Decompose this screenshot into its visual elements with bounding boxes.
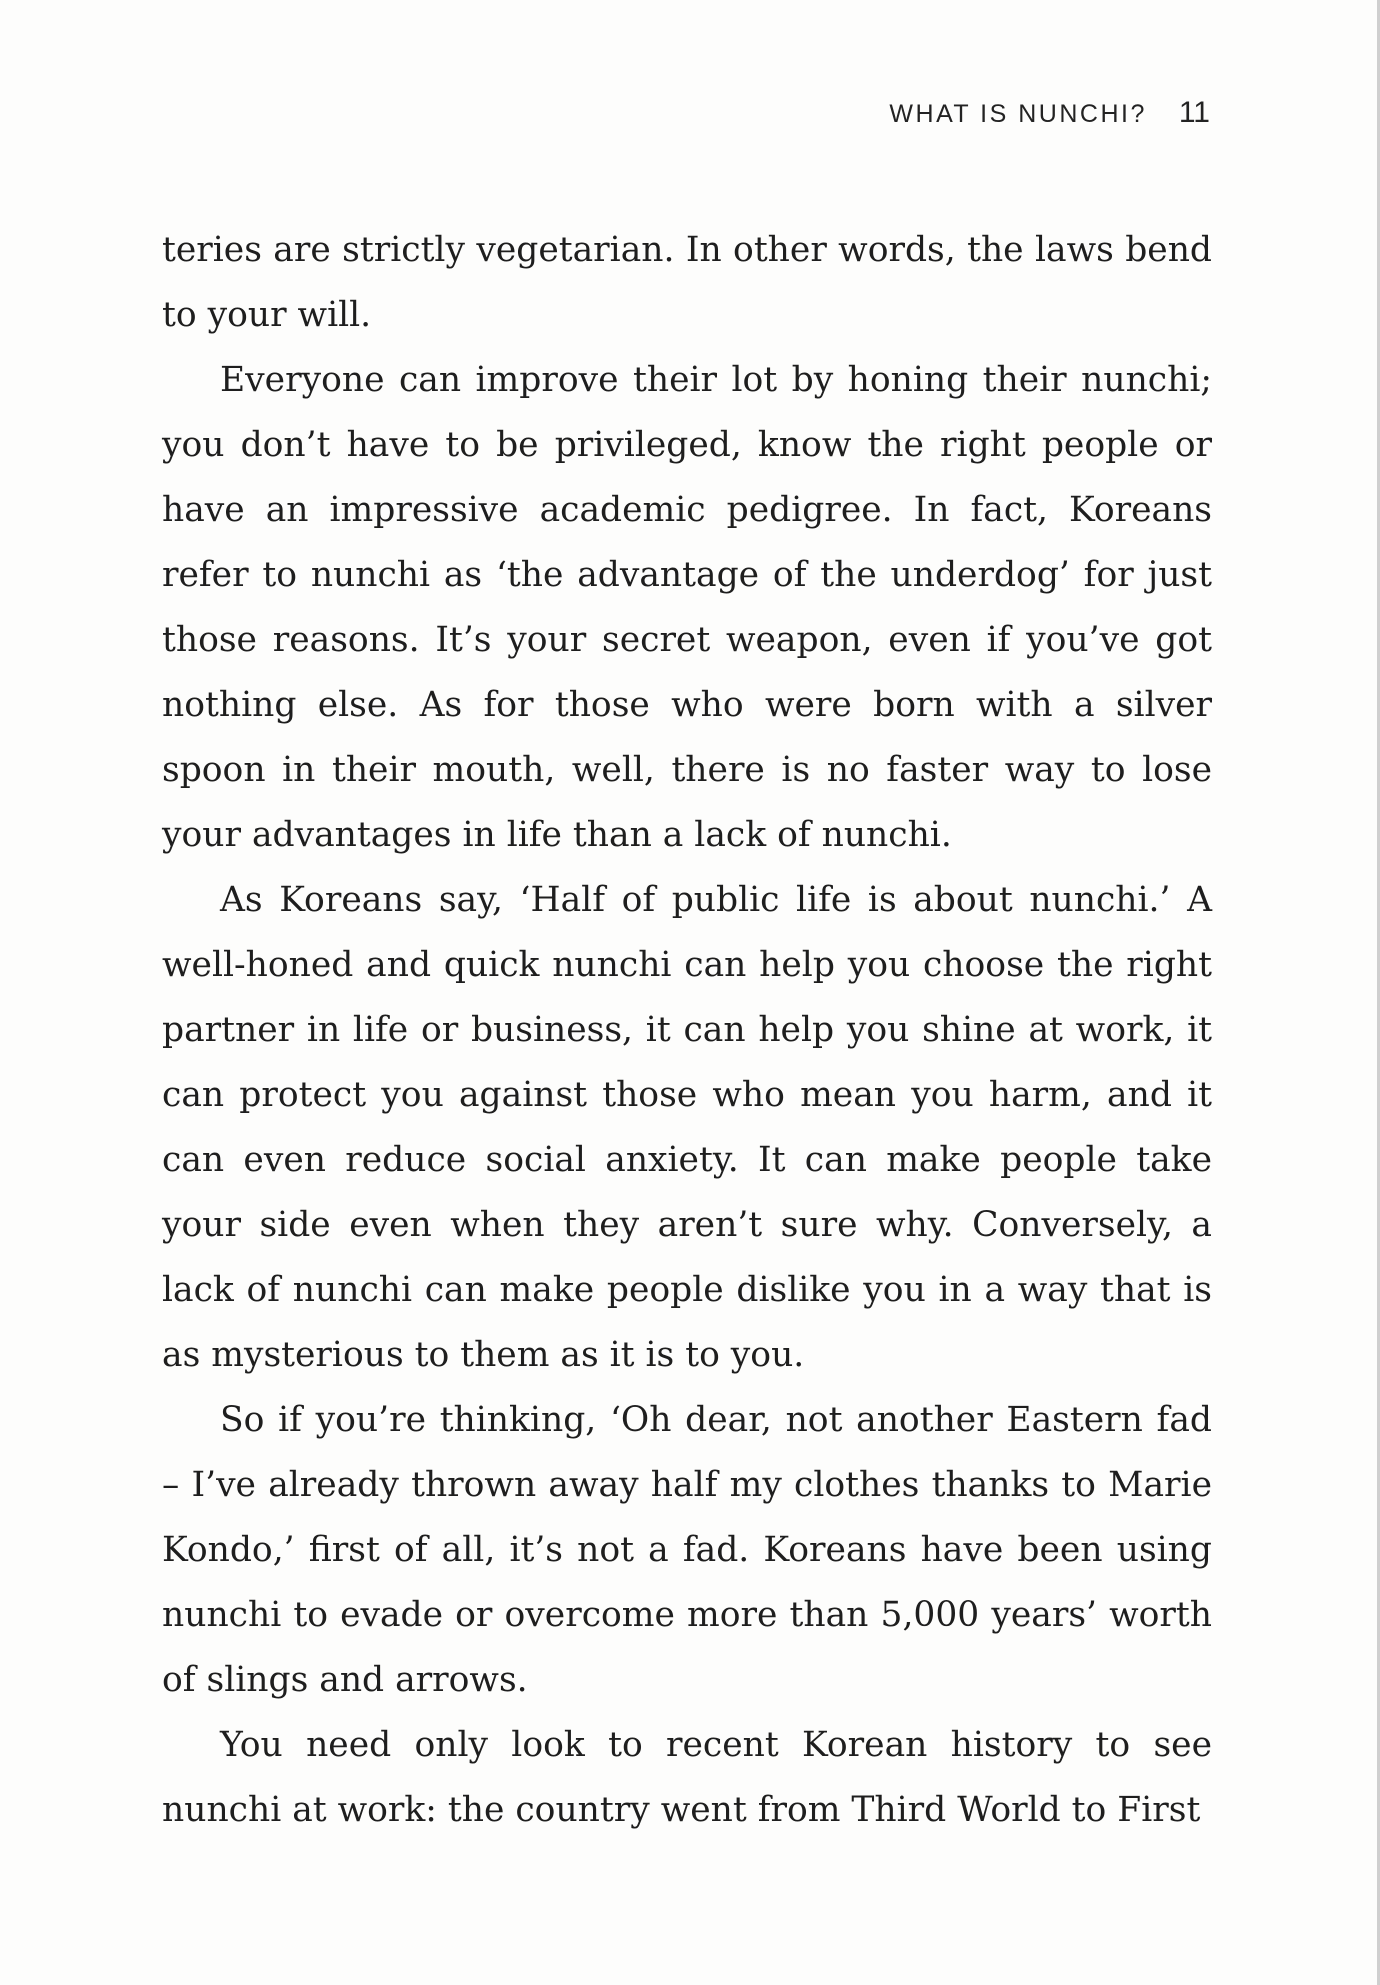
body-text — [162, 218, 1212, 1843]
paragraph: So if you’re thinking, ‘Oh dear, not another Eastern fad – I’ve already thrown away half my clothes thanks to Marie Kondo,’ first of all, it’s not a fad. Koreans have been using nunchi to evade or overcome more than 5,000 years’ worth of slings and arrows. — [162, 1400, 1212, 1700]
paragraph: Everyone can improve their lot by honing their nunchi; you don’t have to be privileged, know the right people or have an impressive academic pedigree. In fact, Koreans refer to nunchi as ‘the advantage of the underdog’ for just those reasons. It’s your secret weapon, even if you’ve got nothing else. As for those who were born with a silver spoon in their mouth, well, there is no faster way to lose your advantages in life than a lack of nunchi. — [162, 360, 1212, 855]
paragraph: As Koreans say, ‘Half of public life is about nunchi.’ A well-honed and quick nunchi can help you choose the right partner in life or business, it can help you shine at work, it can protect you against those who mean you harm, and it can even reduce social anxiety. It can make people take your side even when they aren’t sure why. Conversely, a lack of nunchi can make people dislike you in a way that is as mysterious to them as it is to you. — [162, 880, 1212, 1375]
running-title: WHAT IS NUNCHI? — [889, 100, 1147, 128]
paragraph: You need only look to recent Korean history to see nunchi at work: the country went from Third World to First — [162, 1725, 1212, 1830]
paragraph-continued: teries are strictly vegetarian. In other words, the laws bend to your will. — [162, 230, 1212, 335]
page-number: 11 — [1178, 96, 1210, 129]
running-head — [889, 96, 1210, 130]
